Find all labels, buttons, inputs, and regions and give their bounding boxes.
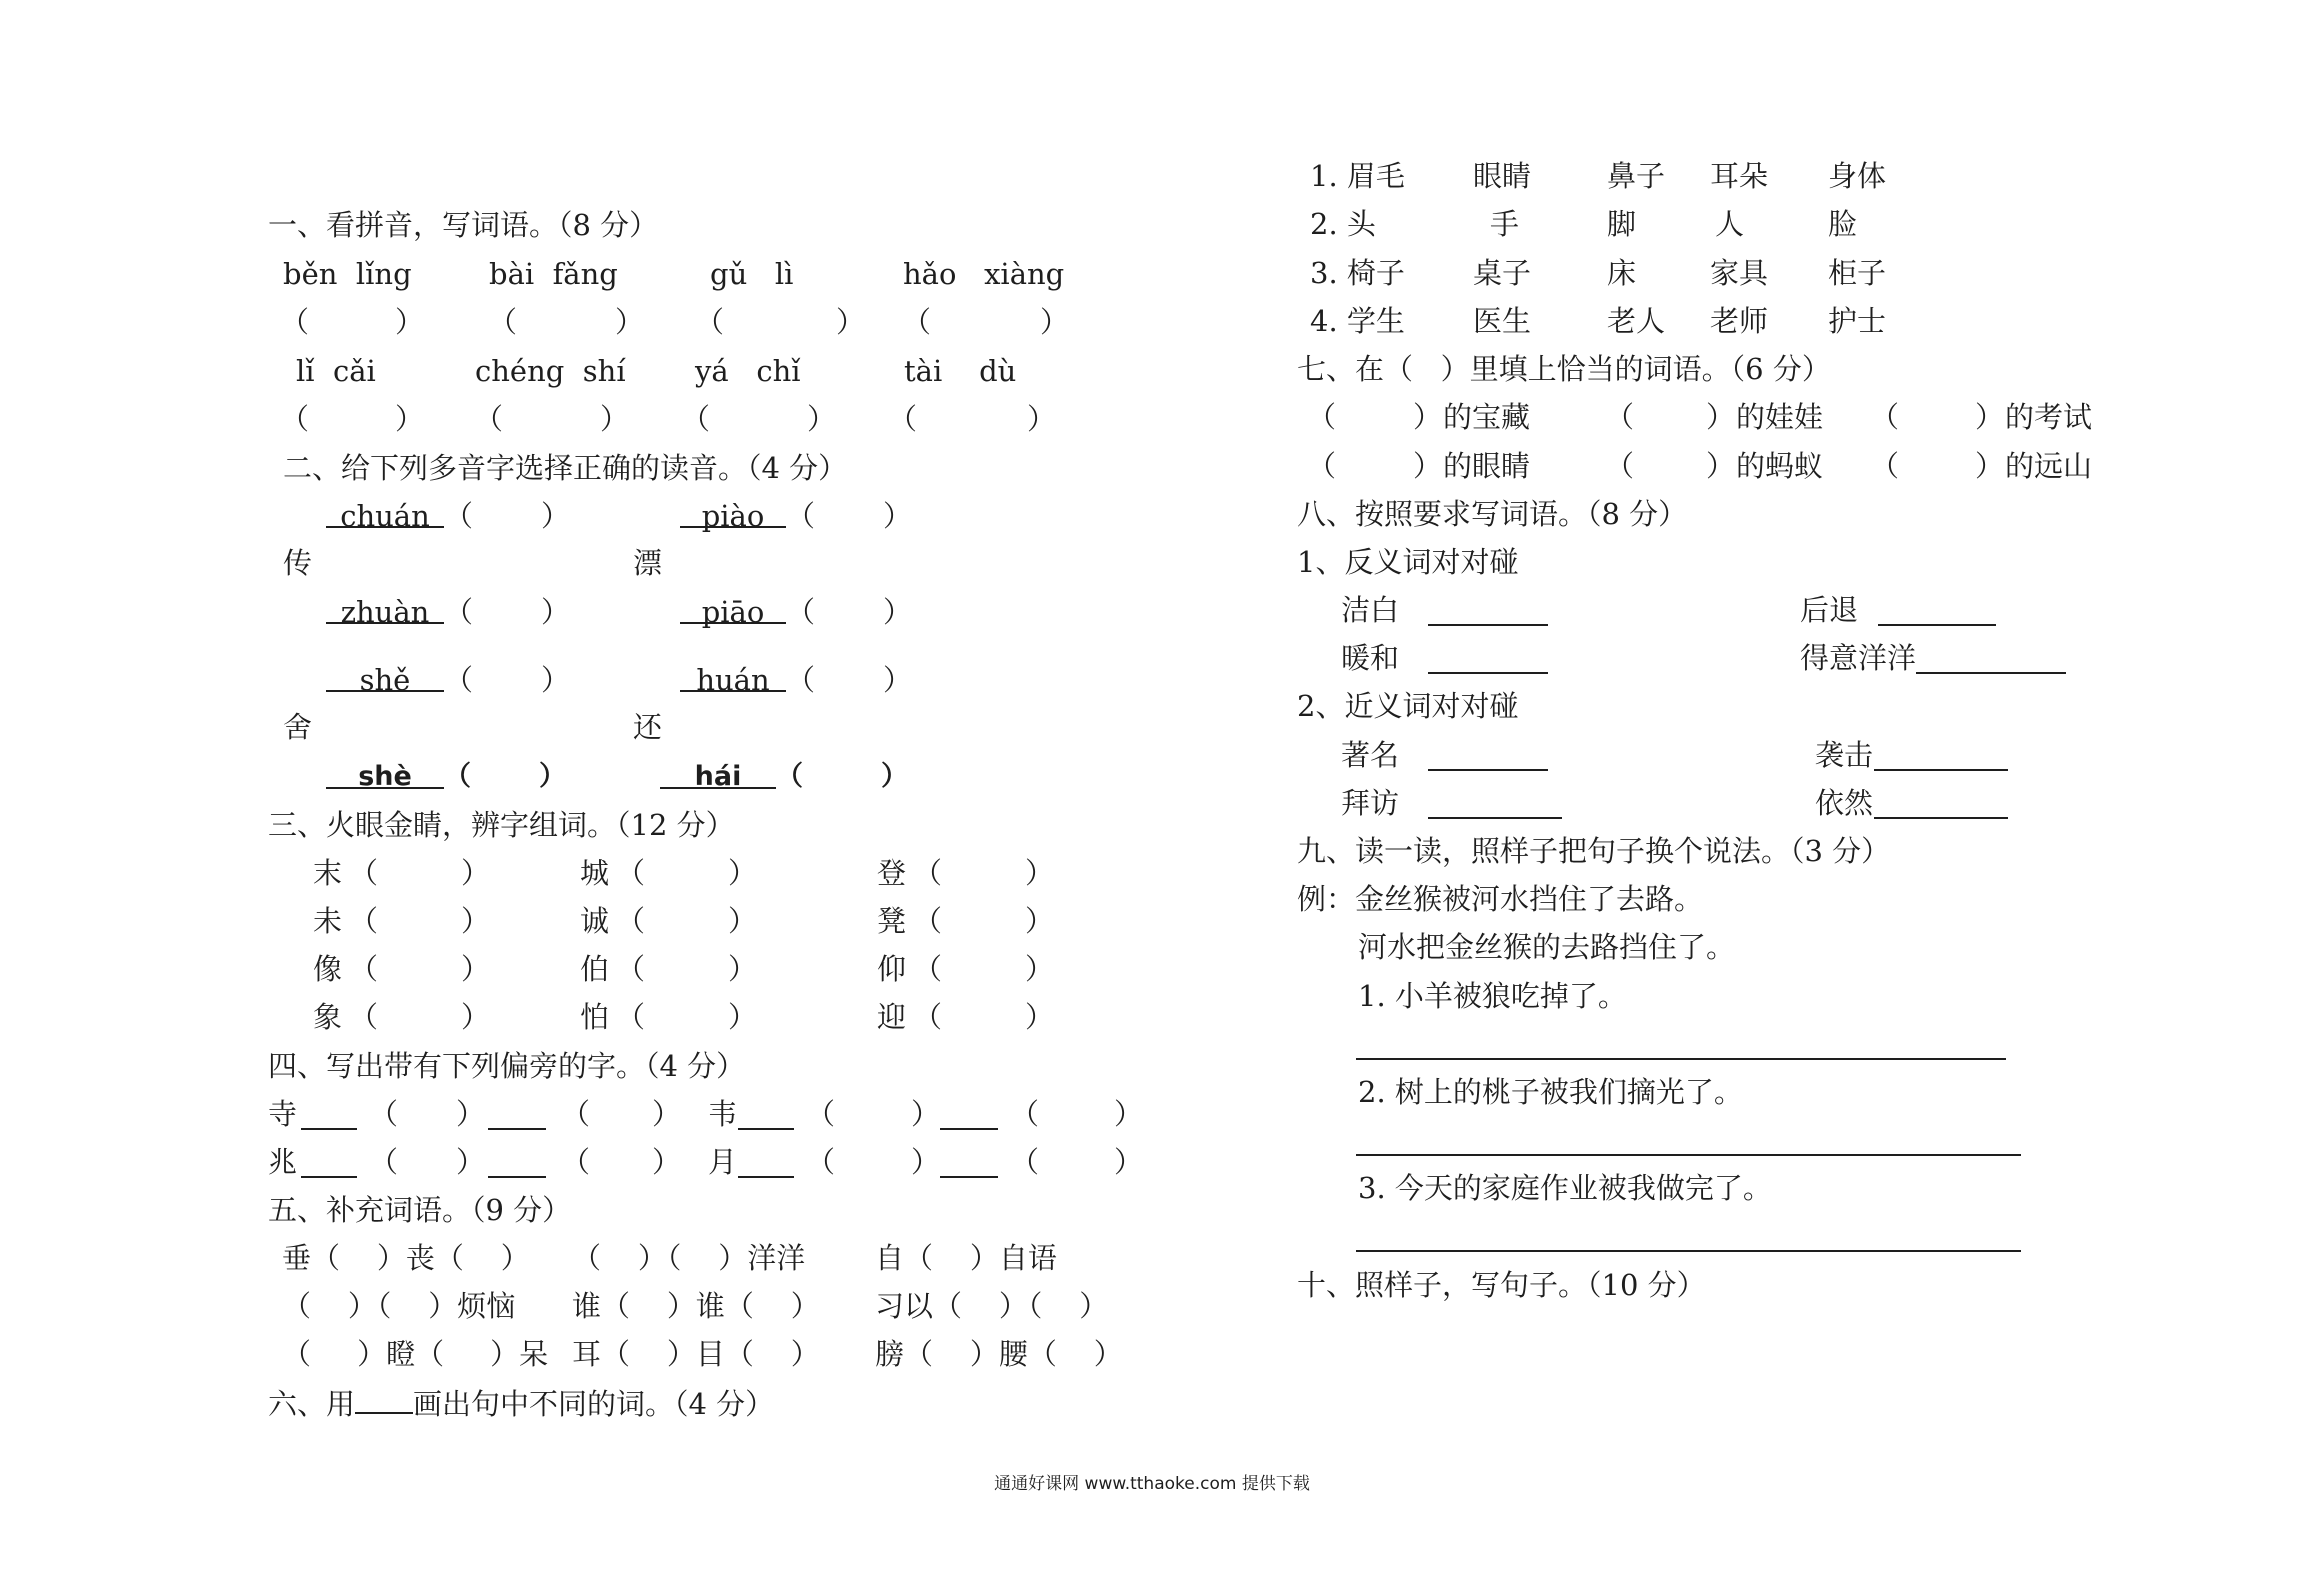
q3-paren-close: ） (461, 1000, 491, 1034)
q1-paren-close-8: ） (1027, 402, 1057, 436)
q2-paren-close: ） (539, 761, 566, 792)
q2-option-piao1 (680, 592, 912, 632)
q8-answer-line[interactable] (1874, 769, 2008, 771)
q1-paren-open-1: （ (280, 305, 310, 339)
q3-char: 迎 (877, 1000, 907, 1034)
q4-paren-close: ） (652, 1097, 682, 1131)
q5-idiom: 耳（ ）目（ ） (572, 1337, 820, 1371)
q7-phrase: 的蚂蚁 (1736, 449, 1824, 483)
q4-paren-close: ） (456, 1145, 486, 1179)
q3-paren-open: （ (616, 856, 646, 890)
q1-paren-close-1: ） (395, 305, 425, 339)
q1-paren-open-7: （ (681, 402, 711, 436)
q7-phrase: 的考试 (2005, 400, 2093, 434)
q6-word: 2. 头 (1310, 207, 1376, 241)
q5-idiom: （ ）瞪（ ）呆 (282, 1337, 549, 1371)
q1-paren-open-6: （ (474, 402, 504, 436)
q4-paren-open: （ (561, 1097, 591, 1131)
q7-phrase: 的眼睛 (1443, 449, 1531, 483)
q6-word: 身体 (1828, 159, 1887, 193)
q6-underline-sample (355, 1382, 413, 1414)
q8-answer-line[interactable] (1428, 672, 1548, 674)
q2-paren-close: ） (541, 499, 571, 533)
q2-option-she4 (326, 757, 566, 797)
q4-answer-line[interactable] (738, 1176, 794, 1178)
q3-paren-open: （ (616, 904, 646, 938)
q4-answer-line[interactable] (301, 1128, 357, 1130)
q6-word: 耳朵 (1710, 159, 1769, 193)
q4-answer-line[interactable] (940, 1176, 998, 1178)
q4-paren-open: （ (806, 1145, 836, 1179)
q3-paren-open: （ (349, 952, 379, 986)
q6-title (268, 1382, 774, 1424)
q6-word: 护士 (1828, 304, 1887, 338)
q1-paren-open-2: （ (488, 305, 518, 339)
q8-antonym-1: 洁白 (1341, 593, 1400, 627)
q3-char: 象 (313, 1000, 343, 1034)
q1-paren-close-6: ） (600, 402, 630, 436)
q1-paren-close-7: ） (807, 402, 837, 436)
q3-char: 凳 (877, 904, 907, 938)
q7-paren-open: （ (1605, 449, 1635, 483)
q2-paren-close: ） (881, 761, 908, 792)
q5-idiom: 垂（ ）丧（ ） (282, 1241, 530, 1275)
q6-title-a: 六、用 (268, 1387, 356, 1421)
q5-idiom: （ ）（ ）烦恼 (282, 1289, 516, 1323)
q3-paren-open: （ (349, 856, 379, 890)
q3-paren-close: ） (728, 904, 758, 938)
q2-char-piao: 漂 (633, 546, 663, 580)
q4-radical: 韦 (708, 1097, 738, 1131)
q1-paren-open-5: （ (280, 402, 310, 436)
q8-synonym-3: 拜访 (1341, 786, 1400, 820)
q3-paren-open: （ (913, 1000, 943, 1034)
q9-item-3: 3. 今天的家庭作业被我做完了。 (1358, 1171, 1772, 1205)
q4-answer-line[interactable] (488, 1128, 546, 1130)
q2-paren-open: （ (786, 595, 816, 629)
q9-example-b: 河水把金丝猴的去路挡住了。 (1358, 930, 1736, 964)
q6-word: 老人 (1607, 304, 1666, 338)
q2-char-huan: 还 (633, 710, 663, 744)
q1-pinyin-4: hǎo xiàng (903, 257, 1065, 291)
q7-phrase: 的娃娃 (1736, 400, 1824, 434)
q7-paren-open: （ (1605, 400, 1635, 434)
q7-phrase: 的远山 (2005, 449, 2093, 483)
q4-paren-open: （ (806, 1097, 836, 1131)
q1-pinyin-8: tài dù (904, 354, 1017, 388)
q1-paren-close-4: ） (1040, 305, 1070, 339)
q4-answer-line[interactable] (488, 1176, 546, 1178)
q5-idiom: 谁（ ）谁（ ） (572, 1289, 820, 1323)
q3-paren-close: ） (728, 856, 758, 890)
q6-word: 眼睛 (1473, 159, 1532, 193)
q1-paren-close-3: ） (836, 305, 866, 339)
q8-answer-line[interactable] (1428, 769, 1548, 771)
q1-pinyin-5: lǐ cǎi (296, 354, 376, 388)
q3-title: 三、火眼金睛，辨字组词。（12 分） (268, 808, 735, 842)
q8-sub1: 1、反义词对对碰 (1297, 545, 1519, 579)
q7-paren-close: ） (1975, 449, 2005, 483)
q9-title: 九、读一读，照样子把句子换个说法。（3 分） (1297, 834, 1891, 868)
q2-option-huan (680, 660, 912, 700)
q2-option-zhuan (326, 592, 570, 632)
q6-word: 柜子 (1828, 256, 1887, 290)
q2-option-piao4 (680, 496, 912, 536)
q3-char: 末 (313, 856, 343, 890)
q3-char: 怕 (580, 1000, 610, 1034)
q2-paren-open: （ (444, 595, 474, 629)
q6-word: 1. 眉毛 (1310, 159, 1405, 193)
q1-title: 一、看拼音，写词语。（8 分） (268, 208, 659, 242)
q2-pinyin-she4: shè (326, 757, 444, 789)
q10-title: 十、照样子，写句子。（10 分） (1297, 1268, 1706, 1302)
q7-paren-close: ） (1413, 449, 1443, 483)
q6-word: 脚 (1607, 207, 1637, 241)
q4-paren-open: （ (369, 1097, 399, 1131)
q1-paren-open-3: （ (695, 305, 725, 339)
footer-credit: 通通好课网 www.tthaoke.com 提供下载 (994, 1474, 1310, 1494)
q5-idiom: 习以（ ）（ ） (875, 1289, 1109, 1323)
q4-radical: 月 (708, 1145, 738, 1179)
q3-paren-open: （ (349, 1000, 379, 1034)
q2-char-chuan: 传 (283, 546, 313, 580)
q4-answer-line[interactable] (738, 1128, 794, 1130)
q6-word: 医生 (1473, 304, 1532, 338)
q1-paren-open-8: （ (888, 402, 918, 436)
q3-paren-close: ） (1025, 1000, 1055, 1034)
q6-word: 家具 (1710, 256, 1769, 290)
q3-char: 伯 (580, 952, 610, 986)
q1-paren-close-2: ） (615, 305, 645, 339)
q2-pinyin-huan: huán (680, 660, 786, 692)
q1-pinyin-6: chéng shí (475, 354, 626, 388)
q7-paren-open: （ (1870, 449, 1900, 483)
q4-paren-close: ） (1114, 1097, 1144, 1131)
q7-paren-close: ） (1413, 400, 1443, 434)
q3-char: 仰 (877, 952, 907, 986)
q4-title: 四、写出带有下列偏旁的字。（4 分） (268, 1049, 746, 1083)
q4-radical: 兆 (268, 1145, 298, 1179)
q2-pinyin-chuan: chuán (326, 496, 444, 528)
q4-radical: 寺 (268, 1097, 298, 1131)
q3-paren-close: ） (461, 904, 491, 938)
q8-answer-line[interactable] (1916, 672, 2066, 674)
q8-synonym-2: 袭击 (1815, 738, 1874, 772)
q8-answer-line[interactable] (1878, 624, 1996, 626)
q8-answer-line[interactable] (1428, 817, 1562, 819)
q8-synonym-1: 著名 (1341, 738, 1400, 772)
q6-word: 桌子 (1473, 256, 1532, 290)
q2-paren-open: （ (786, 499, 816, 533)
q4-paren-close: ） (911, 1145, 941, 1179)
q4-paren-close: ） (652, 1145, 682, 1179)
q1-pinyin-2: bài fǎng (489, 257, 618, 291)
q2-paren-open: （ (776, 761, 803, 792)
q6-word: 3. 椅子 (1310, 256, 1405, 290)
q9-answer-line[interactable] (1356, 1154, 2021, 1156)
q3-paren-close: ） (728, 1000, 758, 1034)
q7-paren-close: ） (1975, 400, 2005, 434)
q2-option-chuan (326, 496, 570, 536)
q4-answer-line[interactable] (940, 1128, 998, 1130)
q6-word: 鼻子 (1607, 159, 1666, 193)
q4-paren-close: ） (1114, 1145, 1144, 1179)
q9-item-2: 2. 树上的桃子被我们摘光了。 (1358, 1075, 1743, 1109)
q3-paren-close: ） (1025, 856, 1055, 890)
q4-paren-close: ） (456, 1097, 486, 1131)
q2-title: 二、给下列多音字选择正确的读音。（4 分） (283, 451, 848, 485)
q2-option-hai (660, 757, 908, 797)
q6-word: 手 (1490, 207, 1520, 241)
q7-title: 七、在（ ）里填上恰当的词语。（6 分） (1297, 352, 1831, 386)
q2-paren-close: ） (541, 595, 571, 629)
q2-paren-open: （ (444, 663, 474, 697)
q5-idiom: （ ）（ ）洋洋 (572, 1241, 806, 1275)
q7-paren-close: ） (1706, 449, 1736, 483)
q2-paren-close: ） (883, 499, 913, 533)
q6-word: 4. 学生 (1310, 304, 1405, 338)
q1-pinyin-7: yá chǐ (695, 354, 801, 388)
q3-paren-open: （ (616, 1000, 646, 1034)
q6-word: 老师 (1710, 304, 1769, 338)
q9-item-1: 1. 小羊被狼吃掉了。 (1358, 979, 1627, 1013)
q3-paren-close: ） (461, 856, 491, 890)
q6-title-b: 画出句中不同的词。（4 分） (413, 1387, 775, 1421)
q3-char: 像 (313, 952, 343, 986)
q3-paren-close: ） (1025, 952, 1055, 986)
q2-option-she3 (326, 660, 570, 700)
q1-pinyin-1: běn lǐng (283, 257, 412, 291)
q1-paren-close-5: ） (395, 402, 425, 436)
q9-answer-line[interactable] (1356, 1058, 2006, 1060)
q7-paren-open: （ (1307, 400, 1337, 434)
q3-char: 登 (877, 856, 907, 890)
q3-paren-open: （ (913, 904, 943, 938)
q2-paren-close: ） (883, 595, 913, 629)
q2-pinyin-she3: shě (326, 660, 444, 692)
q7-phrase: 的宝藏 (1443, 400, 1531, 434)
q2-pinyin-hai: hái (660, 757, 776, 789)
q2-pinyin-zhuan: zhuàn (326, 592, 444, 624)
q3-char: 诚 (580, 904, 610, 938)
q3-paren-open: （ (616, 952, 646, 986)
q1-pinyin-3: gǔ lì (710, 257, 794, 291)
q1-paren-open-4: （ (902, 305, 932, 339)
q4-paren-close: ） (911, 1097, 941, 1131)
q6-word: 脸 (1828, 207, 1858, 241)
q3-paren-open: （ (913, 952, 943, 986)
q9-example-a: 例：金丝猴被河水挡住了去路。 (1297, 882, 1704, 916)
q6-word: 床 (1607, 256, 1637, 290)
q2-pinyin-piao1: piāo (680, 592, 786, 624)
q2-paren-close: ） (541, 663, 571, 697)
q4-answer-line[interactable] (301, 1176, 357, 1178)
q8-synonym-4: 依然 (1815, 786, 1874, 820)
q7-paren-close: ） (1706, 400, 1736, 434)
q9-answer-line[interactable] (1356, 1250, 2021, 1252)
q3-paren-close: ） (728, 952, 758, 986)
q3-paren-close: ） (1025, 904, 1055, 938)
q3-paren-close: ） (461, 952, 491, 986)
q2-paren-open: （ (444, 499, 474, 533)
q2-char-she: 舍 (283, 710, 313, 744)
q8-antonym-2: 后退 (1800, 593, 1859, 627)
q2-paren-close: ） (883, 663, 913, 697)
q8-antonym-3: 暖和 (1341, 641, 1400, 675)
q3-paren-open: （ (349, 904, 379, 938)
q8-title: 八、按照要求写词语。（8 分） (1297, 497, 1688, 531)
q5-idiom: 膀（ ）腰（ ） (875, 1337, 1123, 1371)
q8-answer-line[interactable] (1428, 624, 1548, 626)
q3-char: 城 (580, 856, 610, 890)
q7-paren-open: （ (1307, 449, 1337, 483)
q6-word: 人 (1715, 207, 1745, 241)
q5-idiom: 自（ ）自语 (875, 1241, 1057, 1275)
q3-char: 未 (313, 904, 343, 938)
q2-paren-open: （ (444, 761, 471, 792)
q8-answer-line[interactable] (1874, 817, 2008, 819)
q4-paren-open: （ (369, 1145, 399, 1179)
q2-paren-open: （ (786, 663, 816, 697)
q2-pinyin-piao4: piào (680, 496, 786, 528)
q5-title: 五、补充词语。（9 分） (268, 1193, 572, 1227)
q7-paren-open: （ (1870, 400, 1900, 434)
q4-paren-open: （ (1010, 1097, 1040, 1131)
q8-sub2: 2、近义词对对碰 (1297, 689, 1519, 723)
q4-paren-open: （ (561, 1145, 591, 1179)
q3-paren-open: （ (913, 856, 943, 890)
q8-antonym-4: 得意洋洋 (1800, 641, 1917, 675)
q4-paren-open: （ (1010, 1145, 1040, 1179)
